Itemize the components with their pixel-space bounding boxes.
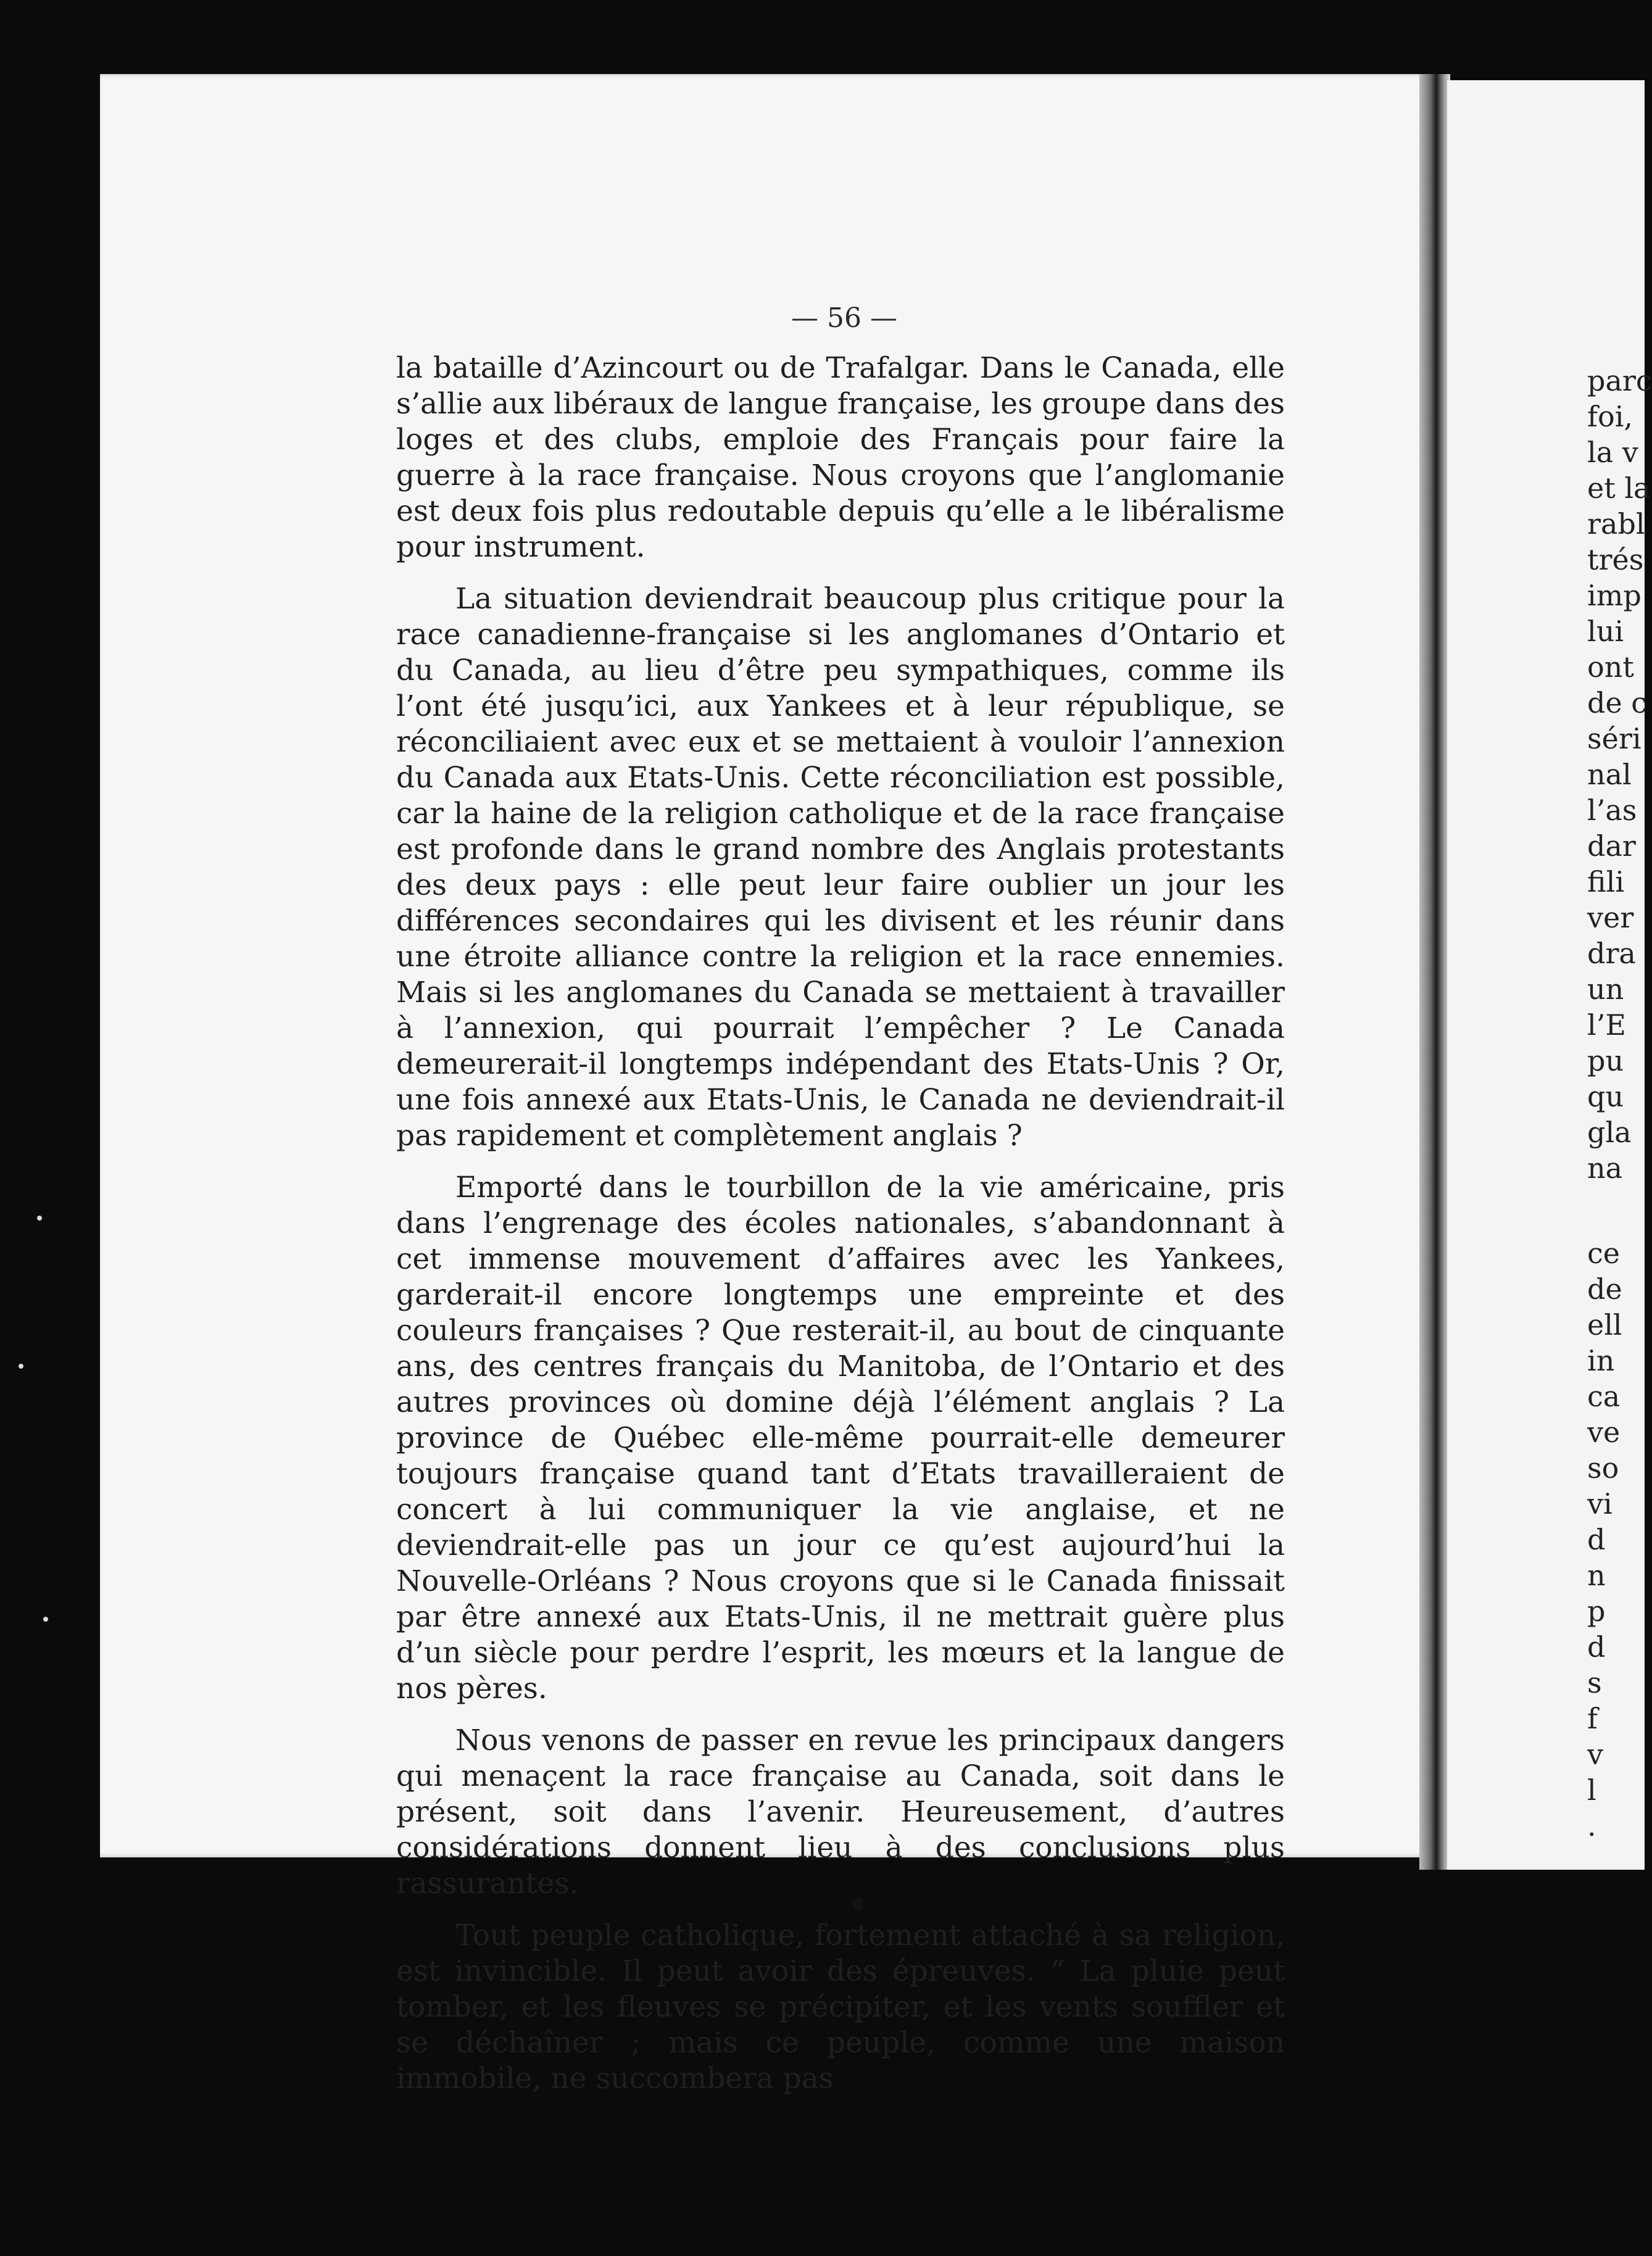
facing-page-line: ca <box>1587 1380 1621 1413</box>
facing-page-line: la v <box>1587 436 1638 469</box>
facing-page-line: n <box>1587 1559 1606 1592</box>
facing-page-line: qu <box>1587 1080 1624 1113</box>
facing-page-line: rabl <box>1587 507 1645 541</box>
facing-page-line: ve <box>1587 1416 1621 1449</box>
facing-page-line: . <box>1587 1809 1596 1843</box>
facing-page-line: dar <box>1587 829 1636 863</box>
facing-page-text-fragments <box>1587 363 1652 1844</box>
facing-page-line: et la <box>1587 471 1651 505</box>
facing-page-line: trés <box>1587 543 1644 576</box>
facing-page-line: gla <box>1587 1116 1632 1149</box>
facing-page-line: ont <box>1587 650 1634 684</box>
facing-page-line: l’E <box>1587 1008 1626 1042</box>
scan-speck <box>43 1617 48 1622</box>
facing-page-line: ell <box>1587 1308 1622 1342</box>
facing-page-line: imp <box>1587 579 1642 612</box>
facing-page-line: na <box>1587 1151 1623 1185</box>
facing-page-line: de c <box>1587 686 1648 720</box>
paragraph: La situation deviendrait beaucoup plus critique pour la race canadienne-française si les anglomanes d’Ontario et du Canada, au lieu d’être peu sympathiques, comme ils l’ont été jusqu’ici, aux Yankees et à leur république, se réconciliaient avec eux et se mettaient à vouloir l’annexion du Canada aux Etats-Unis. Cette réconciliation est possible, car la haine de la religion catholique et de la race française est profonde dans le grand nombre des Anglais protestants des deux pays : elle peut leur faire oublier un jour les différences secondaires qui les divisent et les réunir dans une étroite alliance contre la religion et la race ennemies. Mais si les anglomanes du Canada se mettaient à travailler à l’annexion, qui pourrait l’empêcher ? Le Canada demeurerait-il longtemps indépendant des Etats-Unis ? Or, une fois annexé aux Etats-Unis, le Canada ne deviendrait-il pas rapidement et complètement anglais ? <box>396 582 1285 1153</box>
facing-page-line: v <box>1587 1738 1603 1771</box>
paragraph: Tout peuple catholique, fortement attaché à sa religion, est invincible. Il peut avoir des épreuves. “ La pluie peut tomber, et les fleuves se précipiter, et les vents souffler et se déchaîner ; mais ce peuple, comme une maison immobile, ne succombera pas <box>396 1918 1285 2096</box>
facing-page-line: ver <box>1587 901 1634 934</box>
paragraph: Nous venons de passer en revue les principaux dangers qui menaçent la race française au Canada, soit dans le présent, soit dans l’avenir. Heureusement, d’autres considérations donnent lieu à des conclusions plus rassurantes. <box>396 1723 1285 1901</box>
facing-page-line: parc <box>1587 364 1652 397</box>
facing-page-line: de <box>1587 1272 1622 1306</box>
facing-page-line: ce <box>1587 1237 1620 1270</box>
paragraph: la bataille d’Azincourt ou de Trafalgar. Dans le Canada, elle s’allie aux libéraux de langue française, les groupe dans des loges et des clubs, emploie des Français pour faire la guerre à la race française. Nous croyons que l’anglomanie est deux fois plus redoutable depuis qu’elle a le libéralisme pour instrument. <box>396 351 1285 564</box>
facing-page-line: un <box>1587 972 1624 1006</box>
facing-page-line: d <box>1587 1523 1606 1556</box>
facing-page-line: l’as <box>1587 794 1637 827</box>
facing-page-line: f <box>1587 1702 1598 1735</box>
body-text <box>396 350 1285 2113</box>
facing-page-line: fili <box>1587 865 1625 898</box>
facing-page-line: l <box>1587 1773 1596 1807</box>
facing-page-line: séri <box>1587 722 1642 755</box>
scan-speck <box>19 1364 23 1369</box>
facing-page-line <box>1587 1186 1643 1235</box>
book-spine <box>1419 74 1450 1870</box>
facing-page-line: foi, <box>1587 400 1633 433</box>
page-number: — 56 — <box>791 302 897 334</box>
facing-page-line: in <box>1587 1344 1615 1377</box>
page-dot-mark <box>853 1897 864 1911</box>
facing-page-line: nal <box>1587 758 1632 791</box>
facing-page-line: dra <box>1587 937 1636 970</box>
facing-page-line: vi <box>1587 1487 1613 1520</box>
facing-page-line: so <box>1587 1451 1619 1485</box>
facing-page-line: s <box>1587 1666 1602 1699</box>
facing-page-line: pu <box>1587 1044 1624 1077</box>
paragraph: Emporté dans le tourbillon de la vie américaine, pris dans l’engrenage des écoles nationales, s’abandonnant à cet immense mouvement d’affaires avec les Yankees, garderait-il encore longtemps une empreinte et des couleurs françaises ? Que resterait-il, au bout de cinquante ans, des centres français du Manitoba, de l’Ontario et des autres provinces où domine déjà l’élément anglais ? La province de Québec elle-même pourrait-elle demeurer toujours française quand tant d’Etats travailleraient de concert à lui communiquer la vie anglaise, et ne deviendrait-elle pas un jour ce qu’est aujourd’hui la Nouvelle-Orléans ? Nous croyons que si le Canada finissait par être annexé aux Etats-Unis, il ne mettrait guère plus d’un siècle pour perdre l’esprit, les mœurs et la langue de nos pères. <box>396 1171 1285 1706</box>
facing-page-line: d <box>1587 1630 1606 1664</box>
facing-page-line: lui <box>1587 615 1624 648</box>
scan-speck <box>37 1216 42 1221</box>
facing-page-line: p <box>1587 1595 1606 1628</box>
